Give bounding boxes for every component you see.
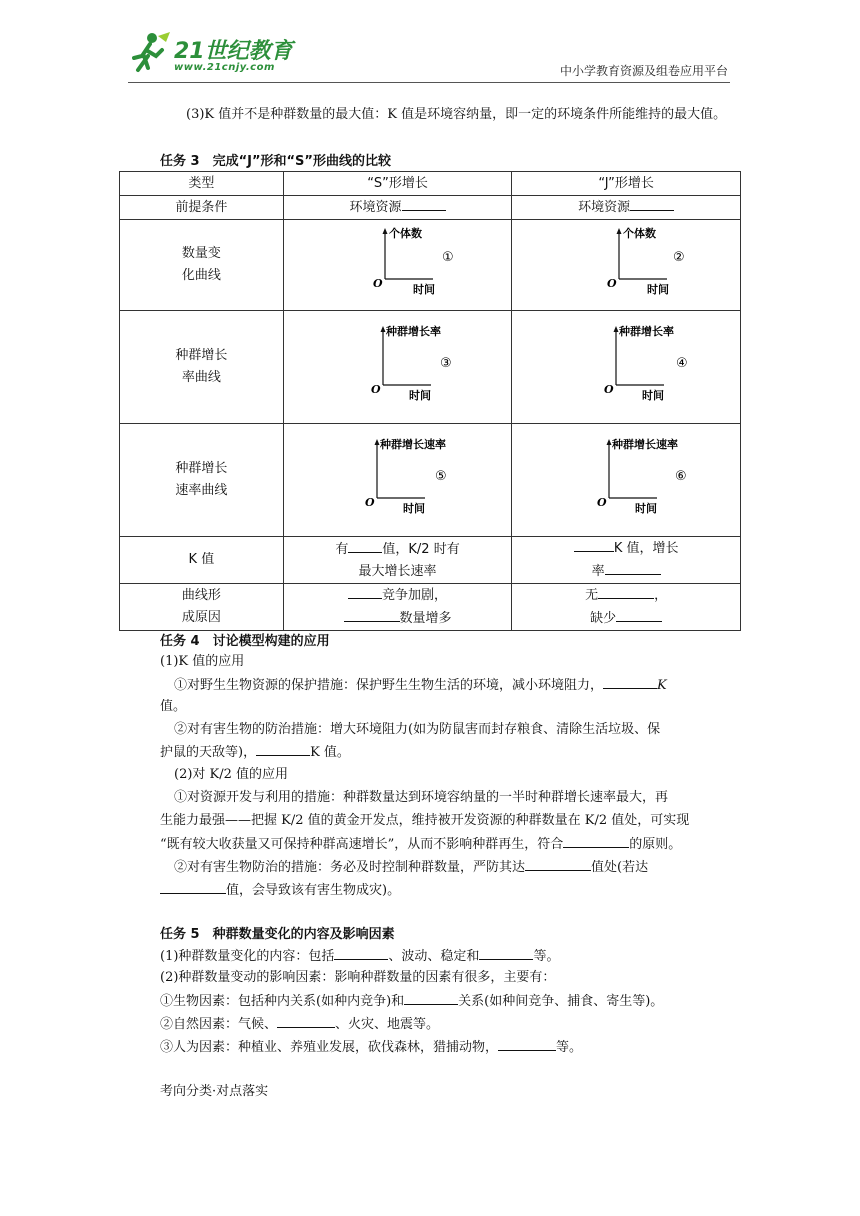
count-curve-j [512,220,741,311]
growth-rate-label [120,311,284,424]
intro-paragraph: (3)K 值并不是种群数量的最大值：K 值是环境容纳量，即一定的环境条件所能维持的最大值。 [186,107,727,122]
origin-label: O [604,383,614,396]
y-axis-label: 个体数 [623,227,657,240]
row-label-line2: 成原因 [181,610,221,625]
k-s-text-b: 值，K/2 时有 [382,541,460,557]
k-app-line2-cont [160,741,350,764]
growth-rate-row [120,311,741,424]
header-divider [128,82,730,83]
blank [344,607,400,622]
y-axis-label: 种群增长率 [385,325,441,338]
origin-label: O [370,383,381,396]
x-axis-label: 时间 [408,389,431,402]
text: 值，会导致该有害生物成灾)。 [226,883,401,898]
blank [603,674,657,689]
growth-speed-j [512,424,741,537]
text: 值处(若达 [591,860,649,875]
task5-line4 [160,1013,439,1036]
text: 护鼠的天敌等)， [160,745,257,760]
k-j-text-a: K 值，增长 [613,541,679,556]
x-axis-label: 时间 [412,283,435,296]
row-label-line1: 种群增长 [175,348,228,363]
k-value-row [120,537,741,584]
text: 、火灾、地震等。 [335,1017,440,1032]
answer-mark-5: ⑤ [434,469,447,484]
cause-s-text-b: 数量增多 [399,611,452,626]
task5-line3 [160,990,663,1013]
header-s-growth: “S”形增长 [283,172,512,196]
blank [616,607,662,622]
k-application-title: (1)K 值的应用 [160,654,245,669]
task3-title: 任务 3 完成“J”形和“S”形曲线的比较 [160,154,391,169]
header-j-growth: “J”形增长 [512,172,741,196]
section-footer-label: 考向分类·对点落实 [160,1084,269,1099]
task5-line2: (2)种群数量变动的影响因素：影响种群数量的因素有很多，主要有： [160,970,556,985]
runner-logo-icon [128,30,172,74]
axes-graph [371,323,481,403]
task4-title: 任务 4 讨论模型构建的应用 [160,634,330,649]
blank [479,945,533,960]
y-axis-label: 种群增长速率 [379,438,446,451]
growth-speed-label [120,424,284,537]
k-j-text-b: 率 [591,564,605,579]
text: ①对野生生物资源的保护措施：保护野生生物生活的环境，减小环境阻力， [174,678,604,693]
text: “既有较大收获量又可保持种群高速增长”，从而不影响种群再生，符合 [160,837,564,852]
k-app-line2: ②对有害生物的防治措施：增大环境阻力(如为防鼠害而封存粮食、清除生活垃圾、保 [174,722,661,737]
text: ③人为因素：种植业、养殖业发展，砍伐森林，猎捕动物， [160,1040,499,1055]
row-label-line2: 率曲线 [181,370,221,385]
cause-s [283,584,512,631]
half-k-line2: 生能力最强——把握 K/2 值的黄金开发点，维持被开发资源的种群数量在 K/2 值处，可实现 [160,813,690,828]
cause-j-text-a: 无 [585,588,599,603]
origin-label: O [597,496,607,509]
growth-rate-j [512,311,741,424]
growth-speed-row [120,424,741,537]
half-k-title: (2)对 K/2 值的应用 [174,767,289,782]
answer-mark-4: ④ [676,356,688,371]
row-label-line1: 种群增长 [175,461,228,476]
premise-row [120,196,741,220]
y-axis-label: 个体数 [388,227,422,240]
count-curve-row [120,220,741,311]
logo-url: www.21cnjy.com [174,62,275,73]
blank [334,945,388,960]
origin-label: O [364,496,375,509]
growth-speed-s [283,424,512,537]
table-header-row [120,172,741,196]
logo [128,30,298,82]
text: 、波动、稳定和 [388,949,480,964]
text: 的原则。 [629,837,682,852]
header-type: 类型 [120,172,284,196]
premise-j [512,196,741,220]
x-axis-label: 时间 [642,389,665,402]
axes-graph [373,225,483,297]
premise-label: 前提条件 [120,196,284,220]
blank [598,584,654,599]
answer-mark-3: ③ [439,356,452,371]
comparison-table [119,171,741,631]
row-label-line1: 曲线形 [181,588,221,603]
text: K [657,678,667,693]
task5-line1 [160,945,559,968]
blank [563,833,629,848]
count-curve-s [283,220,512,311]
y-axis-label: 种群增长率 [619,325,675,338]
blank [525,856,591,871]
text: (1)种群数量变化的内容：包括 [160,949,335,964]
text: ②自然因素：气候、 [160,1017,278,1032]
premise-j-text: 环境资源 [578,200,631,215]
axes-graph [597,436,717,516]
text: 等。 [556,1040,583,1055]
row-label-line1: 数量变 [181,246,221,261]
text: ①生物因素：包括种内关系(如种内竞争)和 [160,994,405,1009]
blank [498,1036,556,1051]
cause-label [120,584,284,631]
k-s-text-c: 最大增长速率 [358,563,437,579]
blank [402,196,446,211]
logo-title: 21世纪教育 [174,39,293,64]
cause-j-text-c: 缺少 [590,611,617,626]
k-value-j [512,537,741,584]
blank [605,560,661,575]
text: 等。 [533,949,560,964]
y-axis-label: 种群增长速率 [612,438,679,451]
half-k-line4 [174,856,648,879]
axes-graph [604,323,714,403]
blank [348,584,382,599]
cause-j [512,584,741,631]
blank [348,538,382,553]
count-curve-label [120,220,284,311]
text: K 值。 [310,745,350,760]
text: 关系(如种间竞争、捕食、寄生等)。 [458,994,664,1009]
k-value-s [283,537,512,584]
answer-mark-6: ⑥ [675,469,687,484]
text: ②对有害生物防治的措施：务必及时控制种群数量，严防其达 [174,860,526,875]
premise-s [283,196,512,220]
answer-mark-2: ② [673,250,685,265]
k-s-text-a: 有 [335,541,349,557]
cause-j-text-b: ， [654,588,668,603]
half-k-line3 [160,833,681,856]
k-app-line1 [174,674,667,697]
origin-label: O [607,277,617,290]
task5-title: 任务 5 种群数量变化的内容及影响因素 [160,927,395,942]
blank [630,196,674,211]
cause-s-text-a: 竞争加剧， [382,588,448,603]
blank [256,741,310,756]
answer-mark-1: ① [441,250,454,265]
header-platform-name: 中小学教育资源及组卷应用平台 [559,64,728,78]
origin-label: O [372,277,383,290]
blank [160,879,226,894]
premise-s-text: 环境资源 [349,200,402,215]
blank [574,537,614,552]
axes-graph [365,436,485,516]
row-label-line2: 化曲线 [181,268,221,283]
half-k-line1: ①对资源开发与利用的措施：种群数量达到环境容纳量的一半时种群增长速率最大，再 [174,790,669,805]
axes-graph [607,225,717,297]
task5-line5 [160,1036,582,1059]
k-app-line1-cont: 值。 [160,699,187,714]
row-label-line2: 速率曲线 [175,483,228,498]
cause-row [120,584,741,631]
x-axis-label: 时间 [635,502,658,515]
growth-rate-s [283,311,512,424]
x-axis-label: 时间 [647,283,670,296]
half-k-line5 [160,879,400,902]
k-value-label: K 值 [120,537,284,584]
blank [277,1013,335,1028]
x-axis-label: 时间 [402,502,425,515]
blank [404,990,458,1005]
